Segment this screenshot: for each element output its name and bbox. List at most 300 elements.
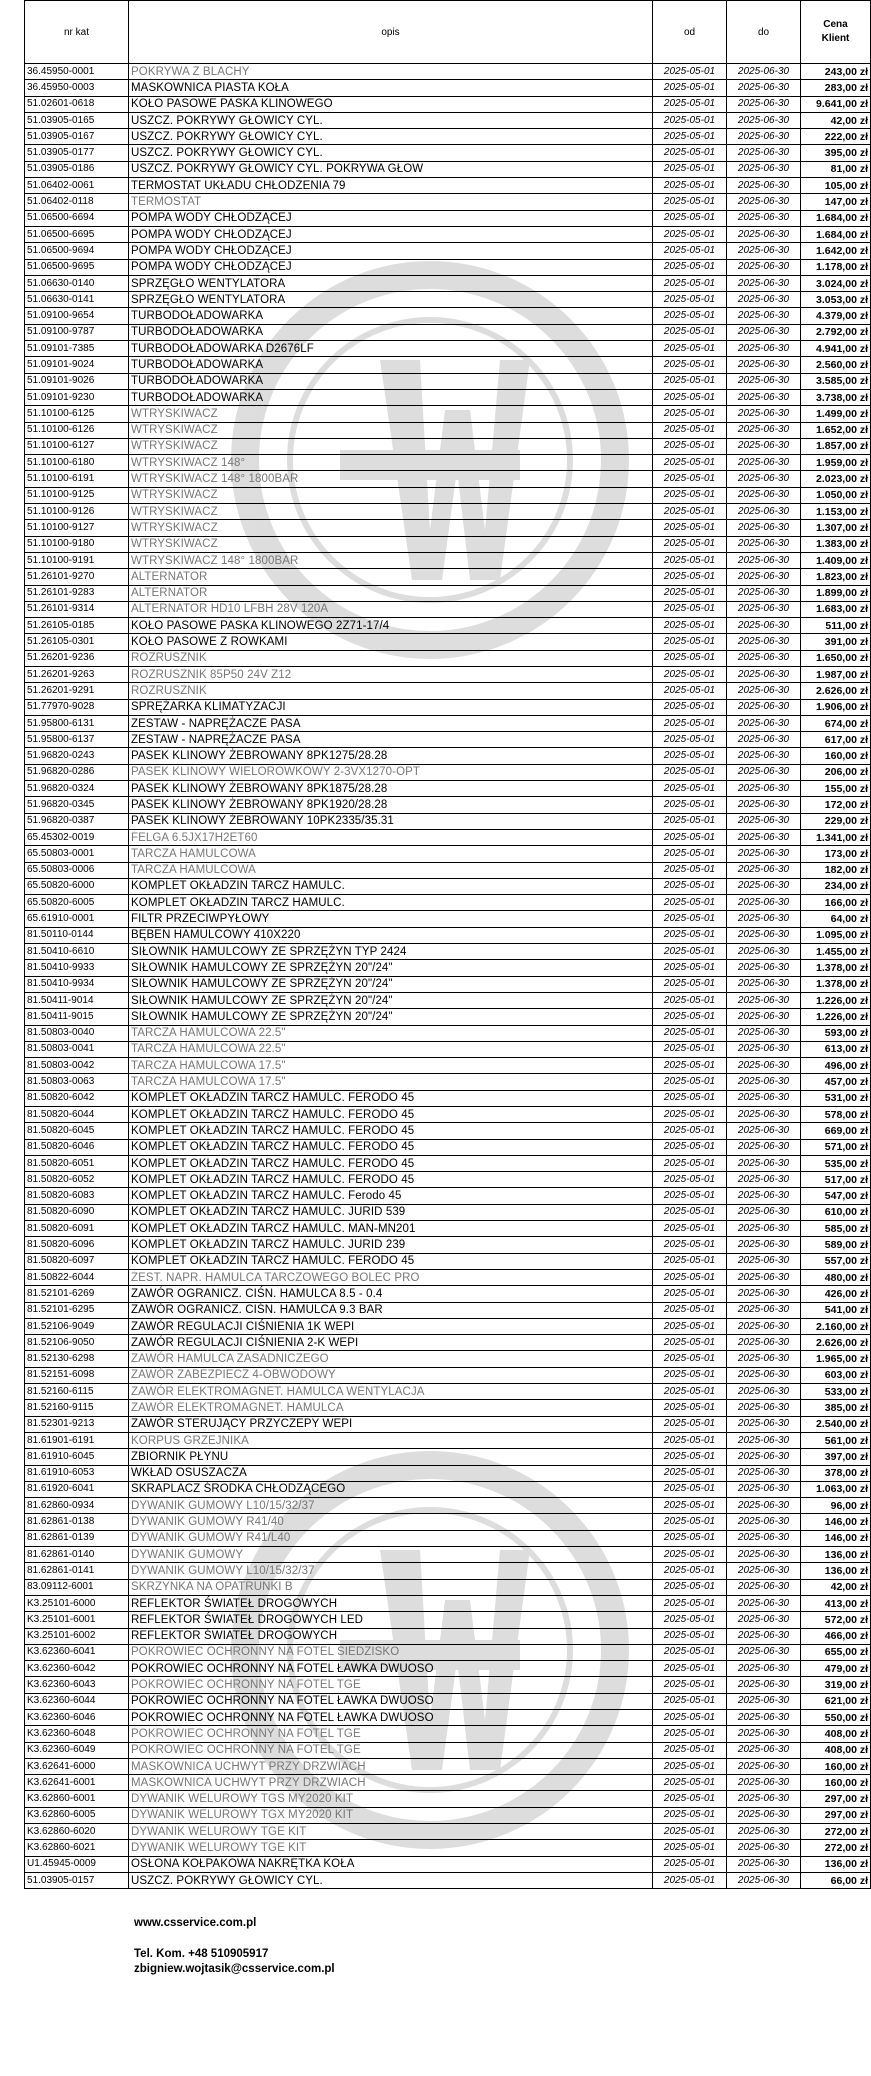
cell-cena: 1.153,00 zł <box>801 504 871 520</box>
table-body <box>25 64 871 1889</box>
table-row <box>25 618 871 634</box>
cell-cena: 66,00 zł <box>801 1872 871 1888</box>
cell-do: 2025-06-30 <box>727 618 801 634</box>
cell-cena: 229,00 zł <box>801 813 871 829</box>
cell-nr-kat: K3.62360-6046 <box>25 1709 129 1725</box>
header-nr-kat: nr kat <box>25 1 129 64</box>
cell-od: 2025-05-01 <box>653 1514 727 1530</box>
cell-do: 2025-06-30 <box>727 1840 801 1856</box>
cell-cena: 589,00 zł <box>801 1237 871 1253</box>
table-row <box>25 781 871 797</box>
table-row <box>25 846 871 862</box>
cell-opis: USZCZ. POKRYWY GŁOWICY CYL. POKRYWA GŁOW <box>129 161 653 177</box>
cell-cena: 1.650,00 zł <box>801 650 871 666</box>
table-row <box>25 1432 871 1448</box>
cell-opis: TARCZA HAMULCOWA 22.5" <box>129 1025 653 1041</box>
cell-opis: WTRYSKIWACZ 148° 1800BAR <box>129 552 653 568</box>
cell-opis: DYWANIK WELUROWY TGE KIT <box>129 1824 653 1840</box>
table-row <box>25 732 871 748</box>
cell-do: 2025-06-30 <box>727 504 801 520</box>
cell-opis: SPRĘŻARKA KLIMATYZACJI <box>129 699 653 715</box>
cell-opis: SIŁOWNIK HAMULCOWY ZE SPRZĘŻYN 20"/24" <box>129 1009 653 1025</box>
cell-nr-kat: 65.50820-6000 <box>25 878 129 894</box>
cell-opis: PASEK KLINOWY ŻEBROWANY 10PK2335/35.31 <box>129 813 653 829</box>
cell-do: 2025-06-30 <box>727 1775 801 1791</box>
cell-cena: 147,00 zł <box>801 194 871 210</box>
cell-opis: POKROWIEC OCHRONNY NA FOTEL TGE <box>129 1726 653 1742</box>
cell-od: 2025-05-01 <box>653 634 727 650</box>
cell-opis: USZCZ. POKRYWY GŁOWICY CYL. <box>129 145 653 161</box>
cell-do: 2025-06-30 <box>727 64 801 80</box>
cell-nr-kat: 65.50803-0006 <box>25 862 129 878</box>
cell-do: 2025-06-30 <box>727 1807 801 1823</box>
cell-do: 2025-06-30 <box>727 1709 801 1725</box>
cell-cena: 1.959,00 zł <box>801 455 871 471</box>
cell-opis: POKROWIEC OCHRONNY NA FOTEL ŁAWKA DWUOSO <box>129 1693 653 1709</box>
table-row <box>25 1514 871 1530</box>
cell-nr-kat: 81.52101-6295 <box>25 1302 129 1318</box>
cell-nr-kat: 81.62861-0139 <box>25 1530 129 1546</box>
cell-do: 2025-06-30 <box>727 1400 801 1416</box>
cell-cena: 136,00 zł <box>801 1856 871 1872</box>
table-row <box>25 422 871 438</box>
price-table <box>24 0 871 1889</box>
price-list <box>24 0 868 1889</box>
cell-do: 2025-06-30 <box>727 422 801 438</box>
cell-opis: WTRYSKIWACZ <box>129 422 653 438</box>
header-cena-klient <box>801 1 871 64</box>
cell-od: 2025-05-01 <box>653 1677 727 1693</box>
cell-nr-kat: 51.26105-0185 <box>25 618 129 634</box>
cell-cena: 182,00 zł <box>801 862 871 878</box>
cell-cena: 234,00 zł <box>801 878 871 894</box>
cell-nr-kat: 51.77970-9028 <box>25 699 129 715</box>
cell-do: 2025-06-30 <box>727 813 801 829</box>
cell-cena: 593,00 zł <box>801 1025 871 1041</box>
cell-nr-kat: 51.95800-6131 <box>25 715 129 731</box>
footer-phone: Tel. Kom. +48 510905917 <box>134 1947 269 1960</box>
cell-od: 2025-05-01 <box>653 1318 727 1334</box>
cell-cena: 572,00 zł <box>801 1612 871 1628</box>
table-row <box>25 1498 871 1514</box>
cell-do: 2025-06-30 <box>727 797 801 813</box>
cell-cena: 1.684,00 zł <box>801 226 871 242</box>
cell-opis: WKŁAD OSUSZACZA <box>129 1465 653 1481</box>
table-row <box>25 1025 871 1041</box>
table-row <box>25 1547 871 1563</box>
cell-od: 2025-05-01 <box>653 455 727 471</box>
cell-od: 2025-05-01 <box>653 389 727 405</box>
cell-opis: KOMPLET OKŁADZIN TARCZ HAMULC. JURID 239 <box>129 1237 653 1253</box>
cell-nr-kat: 81.61910-6045 <box>25 1449 129 1465</box>
cell-cena: 222,00 zł <box>801 129 871 145</box>
cell-do: 2025-06-30 <box>727 944 801 960</box>
table-row <box>25 960 871 976</box>
cell-opis: FELGA 6.5JX17H2ET60 <box>129 829 653 845</box>
cell-nr-kat: 81.62861-0140 <box>25 1547 129 1563</box>
cell-cena: 480,00 zł <box>801 1269 871 1285</box>
cell-cena: 3.738,00 zł <box>801 389 871 405</box>
cell-od: 2025-05-01 <box>653 1595 727 1611</box>
cell-od: 2025-05-01 <box>653 1384 727 1400</box>
table-row <box>25 406 871 422</box>
cell-cena: 397,00 zł <box>801 1449 871 1465</box>
cell-opis: KOMPLET OKŁADZIN TARCZ HAMULC. FERODO 45 <box>129 1253 653 1269</box>
table-row <box>25 927 871 943</box>
cell-do: 2025-06-30 <box>727 1302 801 1318</box>
cell-od: 2025-05-01 <box>653 927 727 943</box>
table-row <box>25 324 871 340</box>
cell-od: 2025-05-01 <box>653 1530 727 1546</box>
cell-opis: MASKOWNICA PIASTA KOŁA <box>129 80 653 96</box>
cell-do: 2025-06-30 <box>727 1481 801 1497</box>
cell-nr-kat: K3.25101-6002 <box>25 1628 129 1644</box>
cell-od: 2025-05-01 <box>653 569 727 585</box>
cell-opis: WTRYSKIWACZ <box>129 504 653 520</box>
table-row <box>25 96 871 112</box>
cell-do: 2025-06-30 <box>727 194 801 210</box>
cell-od: 2025-05-01 <box>653 1791 727 1807</box>
header-cena: Cena <box>823 19 848 30</box>
cell-nr-kat: 51.10100-6191 <box>25 471 129 487</box>
cell-do: 2025-06-30 <box>727 1432 801 1448</box>
cell-do: 2025-06-30 <box>727 520 801 536</box>
cell-cena: 541,00 zł <box>801 1302 871 1318</box>
table-row <box>25 715 871 731</box>
cell-nr-kat: K3.62360-6041 <box>25 1644 129 1660</box>
cell-od: 2025-05-01 <box>653 471 727 487</box>
cell-opis: KOMPLET OKŁADZIN TARCZ HAMULC. <box>129 895 653 911</box>
cell-nr-kat: 81.50110-0144 <box>25 927 129 943</box>
cell-opis: KOŁO PASOWE PASKA KLINOWEGO <box>129 96 653 112</box>
cell-cena: 1.683,00 zł <box>801 601 871 617</box>
cell-od: 2025-05-01 <box>653 1775 727 1791</box>
cell-od: 2025-05-01 <box>653 1058 727 1074</box>
table-row <box>25 1204 871 1220</box>
cell-opis: POMPA WODY CHŁODZĄCEJ <box>129 259 653 275</box>
cell-do: 2025-06-30 <box>727 487 801 503</box>
cell-do: 2025-06-30 <box>727 406 801 422</box>
cell-cena: 655,00 zł <box>801 1644 871 1660</box>
cell-nr-kat: 81.50411-9015 <box>25 1009 129 1025</box>
table-row <box>25 64 871 80</box>
cell-od: 2025-05-01 <box>653 161 727 177</box>
table-row <box>25 944 871 960</box>
cell-nr-kat: K3.62860-6020 <box>25 1824 129 1840</box>
table-row <box>25 992 871 1008</box>
cell-do: 2025-06-30 <box>727 1090 801 1106</box>
cell-cena: 1.906,00 zł <box>801 699 871 715</box>
cell-opis: DYWANIK WELUROWY TGE KIT <box>129 1840 653 1856</box>
table-row <box>25 1074 871 1090</box>
cell-opis: ZESTAW - NAPRĘŻACZE PASA <box>129 732 653 748</box>
cell-do: 2025-06-30 <box>727 1335 801 1351</box>
cell-do: 2025-06-30 <box>727 666 801 682</box>
table-row <box>25 161 871 177</box>
cell-nr-kat: 51.09101-7385 <box>25 341 129 357</box>
table-row <box>25 829 871 845</box>
cell-opis: TARCZA HAMULCOWA <box>129 862 653 878</box>
table-row <box>25 112 871 128</box>
cell-nr-kat: 51.06500-6694 <box>25 210 129 226</box>
cell-cena: 1.965,00 zł <box>801 1351 871 1367</box>
cell-od: 2025-05-01 <box>653 1498 727 1514</box>
cell-nr-kat: 81.50822-6044 <box>25 1269 129 1285</box>
cell-od: 2025-05-01 <box>653 1351 727 1367</box>
table-row <box>25 1612 871 1628</box>
cell-nr-kat: 81.50820-6097 <box>25 1253 129 1269</box>
cell-opis: POKROWIEC OCHRONNY NA FOTEL SIEDZISKO <box>129 1644 653 1660</box>
cell-nr-kat: K3.62860-6001 <box>25 1791 129 1807</box>
cell-od: 2025-05-01 <box>653 944 727 960</box>
cell-nr-kat: 51.06500-9695 <box>25 259 129 275</box>
cell-od: 2025-05-01 <box>653 1367 727 1383</box>
cell-do: 2025-06-30 <box>727 569 801 585</box>
table-row <box>25 520 871 536</box>
cell-opis: PASEK KLINOWY ŻEBROWANY 8PK1875/28.28 <box>129 781 653 797</box>
cell-do: 2025-06-30 <box>727 1139 801 1155</box>
cell-cena: 2.792,00 zł <box>801 324 871 340</box>
cell-od: 2025-05-01 <box>653 373 727 389</box>
table-row <box>25 1856 871 1872</box>
cell-do: 2025-06-30 <box>727 1367 801 1383</box>
cell-cena: 1.499,00 zł <box>801 406 871 422</box>
cell-cena: 550,00 zł <box>801 1709 871 1725</box>
cell-cena: 64,00 zł <box>801 911 871 927</box>
table-row <box>25 471 871 487</box>
cell-od: 2025-05-01 <box>653 1416 727 1432</box>
cell-do: 2025-06-30 <box>727 1074 801 1090</box>
cell-nr-kat: 81.61910-6053 <box>25 1465 129 1481</box>
table-row <box>25 1367 871 1383</box>
table-row <box>25 683 871 699</box>
cell-opis: ZAWÓR OGRANICZ. CIŚN. HAMULCA 9.3 BAR <box>129 1302 653 1318</box>
table-row <box>25 1449 871 1465</box>
cell-od: 2025-05-01 <box>653 699 727 715</box>
cell-cena: 2.160,00 zł <box>801 1318 871 1334</box>
cell-opis: ZAWÓR ZABEZPIECZ 4-OBWODOWY <box>129 1367 653 1383</box>
cell-cena: 1.226,00 zł <box>801 1009 871 1025</box>
cell-opis: WTRYSKIWACZ <box>129 406 653 422</box>
cell-opis: ALTERNATOR HD10 LFBH 28V 120A <box>129 601 653 617</box>
cell-cena: 4.379,00 zł <box>801 308 871 324</box>
cell-do: 2025-06-30 <box>727 927 801 943</box>
cell-nr-kat: 51.10100-9180 <box>25 536 129 552</box>
cell-od: 2025-05-01 <box>653 862 727 878</box>
cell-nr-kat: 51.10100-9127 <box>25 520 129 536</box>
cell-opis: DYWANIK WELUROWY TGS MY2020 KIT <box>129 1791 653 1807</box>
cell-od: 2025-05-01 <box>653 1465 727 1481</box>
cell-od: 2025-05-01 <box>653 308 727 324</box>
cell-od: 2025-05-01 <box>653 1807 727 1823</box>
cell-nr-kat: 81.52106-9050 <box>25 1335 129 1351</box>
cell-od: 2025-05-01 <box>653 1856 727 1872</box>
cell-cena: 3.024,00 zł <box>801 275 871 291</box>
cell-od: 2025-05-01 <box>653 683 727 699</box>
cell-cena: 531,00 zł <box>801 1090 871 1106</box>
cell-cena: 547,00 zł <box>801 1188 871 1204</box>
cell-do: 2025-06-30 <box>727 781 801 797</box>
cell-cena: 535,00 zł <box>801 1155 871 1171</box>
table-row <box>25 80 871 96</box>
cell-nr-kat: 81.61901-6191 <box>25 1432 129 1448</box>
cell-cena: 1.226,00 zł <box>801 992 871 1008</box>
cell-nr-kat: 51.03905-0167 <box>25 129 129 145</box>
cell-od: 2025-05-01 <box>653 650 727 666</box>
table-row <box>25 341 871 357</box>
cell-opis: SIŁOWNIK HAMULCOWY ZE SPRZĘŻYN TYP 2424 <box>129 944 653 960</box>
cell-nr-kat: K3.62360-6043 <box>25 1677 129 1693</box>
cell-opis: TURBODOŁADOWARKA <box>129 373 653 389</box>
cell-cena: 1.899,00 zł <box>801 585 871 601</box>
cell-do: 2025-06-30 <box>727 846 801 862</box>
cell-nr-kat: 51.03905-0165 <box>25 112 129 128</box>
cell-od: 2025-05-01 <box>653 829 727 845</box>
table-row <box>25 1416 871 1432</box>
table-row <box>25 1807 871 1823</box>
table-row <box>25 455 871 471</box>
cell-do: 2025-06-30 <box>727 683 801 699</box>
cell-do: 2025-06-30 <box>727 1644 801 1660</box>
cell-opis: KOMPLET OKŁADZIN TARCZ HAMULC. <box>129 878 653 894</box>
cell-opis: TURBODOŁADOWARKA <box>129 357 653 373</box>
cell-nr-kat: 81.50820-6090 <box>25 1204 129 1220</box>
cell-opis: REFLEKTOR ŚWIATEŁ DROGOWYCH LED <box>129 1612 653 1628</box>
cell-nr-kat: K3.62641-6000 <box>25 1758 129 1774</box>
cell-cena: 3.053,00 zł <box>801 292 871 308</box>
cell-opis: WTRYSKIWACZ <box>129 536 653 552</box>
cell-od: 2025-05-01 <box>653 1693 727 1709</box>
cell-od: 2025-05-01 <box>653 1547 727 1563</box>
cell-cena: 1.378,00 zł <box>801 976 871 992</box>
cell-nr-kat: 81.50411-9014 <box>25 992 129 1008</box>
table-row <box>25 1188 871 1204</box>
table-row <box>25 552 871 568</box>
cell-do: 2025-06-30 <box>727 895 801 911</box>
cell-do: 2025-06-30 <box>727 1351 801 1367</box>
cell-cena: 2.540,00 zł <box>801 1416 871 1432</box>
cell-nr-kat: 51.26101-9270 <box>25 569 129 585</box>
cell-cena: 1.409,00 zł <box>801 552 871 568</box>
cell-opis: DYWANIK GUMOWY L10/15/32/37 <box>129 1563 653 1579</box>
table-row <box>25 504 871 520</box>
cell-do: 2025-06-30 <box>727 226 801 242</box>
cell-od: 2025-05-01 <box>653 112 727 128</box>
table-row <box>25 1302 871 1318</box>
cell-opis: REFLEKTOR ŚWIATEŁ DROGOWYCH <box>129 1595 653 1611</box>
cell-nr-kat: 51.10100-9126 <box>25 504 129 520</box>
cell-cena: 674,00 zł <box>801 715 871 731</box>
table-row <box>25 178 871 194</box>
cell-opis: POKRYWA Z BLACHY <box>129 64 653 80</box>
cell-cena: 621,00 zł <box>801 1693 871 1709</box>
cell-nr-kat: 81.50820-6083 <box>25 1188 129 1204</box>
cell-od: 2025-05-01 <box>653 764 727 780</box>
cell-nr-kat: 51.26201-9236 <box>25 650 129 666</box>
cell-cena: 408,00 zł <box>801 1726 871 1742</box>
cell-cena: 172,00 zł <box>801 797 871 813</box>
table-row <box>25 1775 871 1791</box>
cell-opis: ZAWÓR REGULACJI CIŚNIENIA 1K WEPI <box>129 1318 653 1334</box>
cell-do: 2025-06-30 <box>727 455 801 471</box>
cell-od: 2025-05-01 <box>653 1009 727 1025</box>
cell-cena: 173,00 zł <box>801 846 871 862</box>
table-header-row <box>25 1 871 64</box>
table-row <box>25 797 871 813</box>
cell-nr-kat: K3.62360-6048 <box>25 1726 129 1742</box>
cell-nr-kat: 81.52106-9049 <box>25 1318 129 1334</box>
cell-do: 2025-06-30 <box>727 976 801 992</box>
cell-od: 2025-05-01 <box>653 1188 727 1204</box>
cell-opis: DYWANIK WELUROWY TGX MY2020 KIT <box>129 1807 653 1823</box>
cell-do: 2025-06-30 <box>727 161 801 177</box>
cell-opis: PASEK KLINOWY WIELOROWKOWY 2-3VX1270-OPT <box>129 764 653 780</box>
cell-cena: 160,00 zł <box>801 1775 871 1791</box>
cell-cena: 155,00 zł <box>801 781 871 797</box>
cell-od: 2025-05-01 <box>653 1253 727 1269</box>
cell-cena: 457,00 zł <box>801 1074 871 1090</box>
cell-opis: POMPA WODY CHŁODZĄCEJ <box>129 210 653 226</box>
cell-opis: SKRAPLACZ ŚRODKA CHŁODZĄCEGO <box>129 1481 653 1497</box>
cell-opis: ZAWÓR OGRANICZ. CIŚN. HAMULCA 8.5 - 0.4 <box>129 1286 653 1302</box>
cell-cena: 1.857,00 zł <box>801 438 871 454</box>
cell-nr-kat: 51.96820-0387 <box>25 813 129 829</box>
cell-nr-kat: 51.09101-9230 <box>25 389 129 405</box>
cell-do: 2025-06-30 <box>727 438 801 454</box>
cell-opis: TURBODOŁADOWARKA D2676LF <box>129 341 653 357</box>
cell-od: 2025-05-01 <box>653 1872 727 1888</box>
cell-nr-kat: 81.52160-6115 <box>25 1384 129 1400</box>
cell-do: 2025-06-30 <box>727 1041 801 1057</box>
cell-od: 2025-05-01 <box>653 243 727 259</box>
cell-cena: 9.641,00 zł <box>801 96 871 112</box>
cell-nr-kat: 51.06630-0140 <box>25 275 129 291</box>
cell-nr-kat: 51.96820-0286 <box>25 764 129 780</box>
table-row <box>25 1563 871 1579</box>
table-row <box>25 895 871 911</box>
cell-do: 2025-06-30 <box>727 1465 801 1481</box>
cell-nr-kat: 81.62861-0141 <box>25 1563 129 1579</box>
cell-cena: 533,00 zł <box>801 1384 871 1400</box>
cell-cena: 272,00 zł <box>801 1824 871 1840</box>
cell-cena: 1.383,00 zł <box>801 536 871 552</box>
table-row <box>25 1221 871 1237</box>
cell-cena: 160,00 zł <box>801 748 871 764</box>
header-opis: opis <box>129 1 653 64</box>
cell-nr-kat: 51.96820-0345 <box>25 797 129 813</box>
cell-nr-kat: 81.50803-0041 <box>25 1041 129 1057</box>
cell-nr-kat: 81.62861-0138 <box>25 1514 129 1530</box>
cell-opis: REFLEKTOR ŚWIATEŁ DROGOWYCH <box>129 1628 653 1644</box>
cell-cena: 1.684,00 zł <box>801 210 871 226</box>
cell-do: 2025-06-30 <box>727 389 801 405</box>
cell-nr-kat: 81.50820-6051 <box>25 1155 129 1171</box>
cell-do: 2025-06-30 <box>727 1628 801 1644</box>
table-row <box>25 1400 871 1416</box>
table-row <box>25 1090 871 1106</box>
cell-do: 2025-06-30 <box>727 1498 801 1514</box>
cell-do: 2025-06-30 <box>727 275 801 291</box>
cell-nr-kat: 51.10100-6126 <box>25 422 129 438</box>
table-row <box>25 1351 871 1367</box>
cell-cena: 603,00 zł <box>801 1367 871 1383</box>
cell-nr-kat: 81.50410-9933 <box>25 960 129 976</box>
cell-od: 2025-05-01 <box>653 1139 727 1155</box>
cell-cena: 272,00 zł <box>801 1840 871 1856</box>
table-row <box>25 699 871 715</box>
cell-do: 2025-06-30 <box>727 1155 801 1171</box>
cell-do: 2025-06-30 <box>727 1058 801 1074</box>
